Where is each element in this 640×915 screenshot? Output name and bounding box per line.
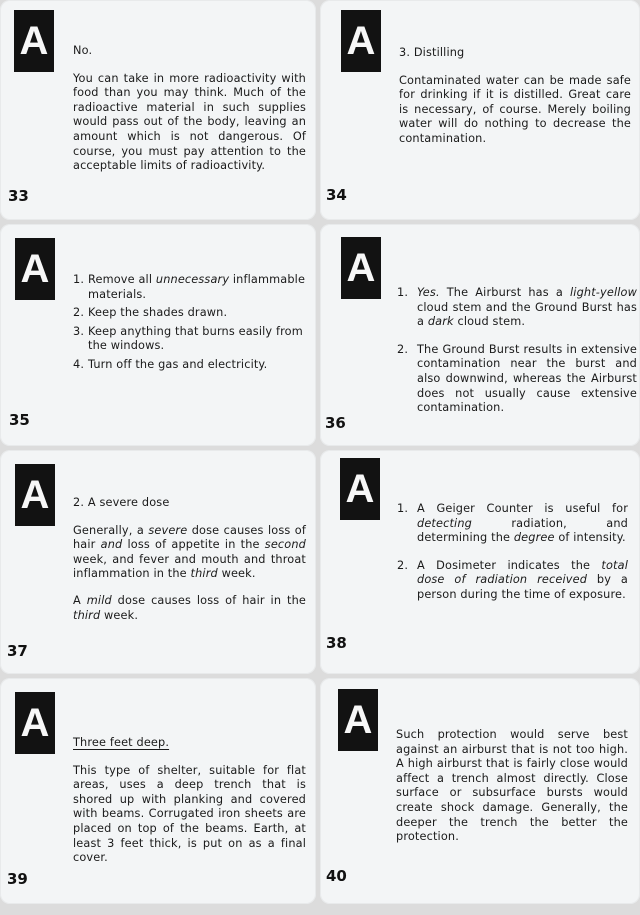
card-37 <box>0 450 316 674</box>
card-text <box>397 502 628 607</box>
card-38 <box>320 450 640 674</box>
card-heading: 3. Distilling <box>399 46 465 59</box>
card-number: 37 <box>7 642 28 660</box>
answer-badge: A <box>340 458 380 520</box>
list-item: 2. Keep the shades drawn. <box>73 306 228 320</box>
card-number: 35 <box>9 411 30 429</box>
card-36 <box>320 224 640 446</box>
list-item: 2. The Ground Burst results in extensive contamination near the burst and also downwind, whereas the Airburst does not usually cause extensive contamination. <box>397 342 637 415</box>
card-text <box>399 46 631 156</box>
list-item: 1. Remove all unnecessary inflammable materials. <box>73 273 306 301</box>
answer-badge: A <box>15 692 55 754</box>
card-text <box>73 736 306 875</box>
list-item: 1. Yes. The Airburst has a light-yellow cloud stem and the Ground Burst has a dark cloud stem. <box>397 286 637 329</box>
card-text <box>73 273 307 377</box>
card-number: 36 <box>325 414 346 432</box>
answer-badge: A <box>14 10 54 72</box>
card-text <box>73 44 306 183</box>
card-34 <box>320 0 640 220</box>
card-text <box>73 496 306 632</box>
card-number: 33 <box>8 187 29 205</box>
card-heading: 2. A severe dose <box>73 496 170 509</box>
list-item: 3. Keep anything that burns easily from the windows. <box>73 324 303 353</box>
card-number: 40 <box>326 867 347 885</box>
card-text <box>396 728 628 854</box>
card-paragraph: Generally, a severe dose causes loss of hair and loss of appetite in the second week, and fever and mouth and throat inflammation in the third week. <box>73 523 306 581</box>
card-heading: Three feet deep. <box>73 736 170 749</box>
card-text <box>397 286 637 420</box>
answer-badge: A <box>341 10 381 72</box>
card-body: You can take in more radioactivity with food than you may think. Much of the radioactive material in such supplies would pass out of the body, leaving an amount which is not dangerous. Of course, you must pay attention to the acceptable limits of radioactivity. <box>73 71 306 173</box>
card-35 <box>0 224 316 446</box>
card-heading: No. <box>73 44 93 57</box>
card-body: This type of shelter, suitable for flat areas, uses a deep trench that is shored up with planking and covered with beams. Corrugated iron sheets are placed on top of the beams. Earth, at least 3 feet thick, is put on as a final cover. <box>73 763 306 865</box>
answer-badge: A <box>341 237 381 299</box>
answer-badge: A <box>338 689 378 751</box>
card-40 <box>320 678 640 904</box>
card-number: 34 <box>326 186 347 204</box>
list-item: 1. A Geiger Counter is useful for detecting radiation, and determining the degree of intensity. <box>397 502 628 545</box>
list-item: 2. A Dosimeter indicates the total dose of radiation received by a person during the time of exposure. <box>397 558 628 601</box>
card-paragraph: A mild dose causes loss of hair in the third week. <box>73 593 306 622</box>
card-33 <box>0 0 316 220</box>
card-number: 39 <box>7 870 28 888</box>
card-number: 38 <box>326 634 347 652</box>
answer-badge: A <box>15 238 55 300</box>
answer-badge: A <box>15 464 55 526</box>
card-body: Contaminated water can be made safe for drinking if it is distilled. Great care is necessary, of course. Merely boiling water will do nothing to decrease the contamination. <box>399 73 631 145</box>
card-39 <box>0 678 316 904</box>
list-item: 4. Turn off the gas and electricity. <box>73 357 268 371</box>
card-body: Such protection would serve best against an airburst that is not too high. A high airburst that is fairly close would affect a trench almost directly. Close surface or subsurface bursts would create shock damage. Generally, the deeper the trench the better the protection. <box>396 728 628 844</box>
